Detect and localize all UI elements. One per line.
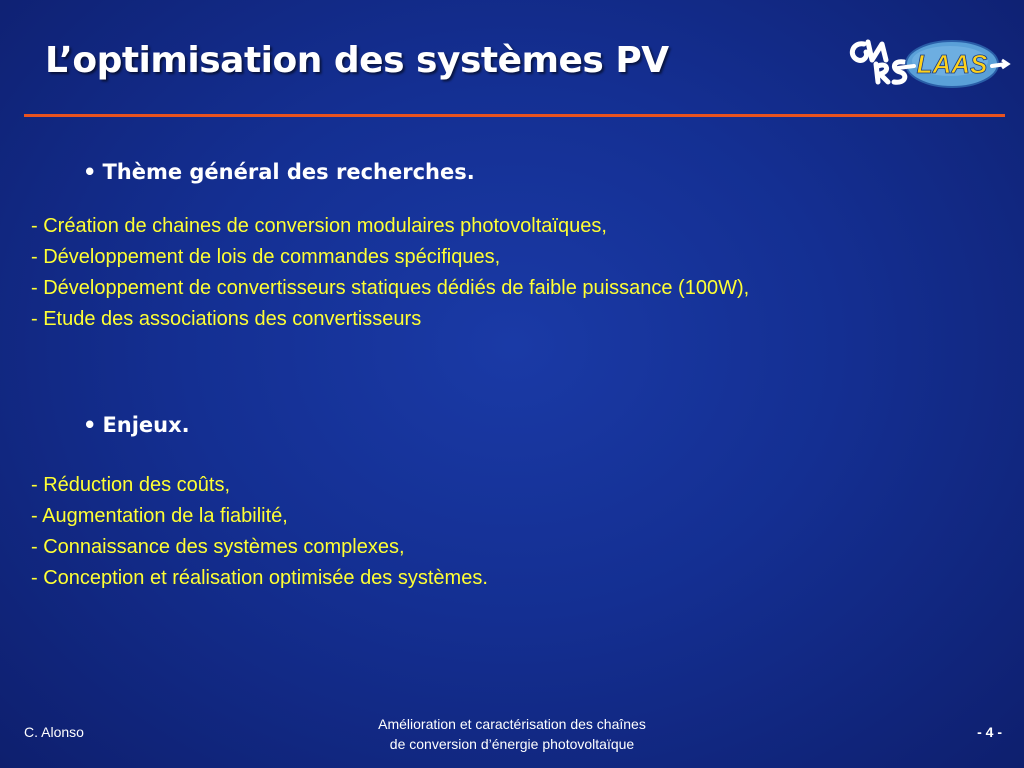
list-item: - Augmentation de la fiabilité, xyxy=(31,505,288,527)
footer-title-line2: de conversion d’énergie photovoltaïque xyxy=(389,736,635,752)
slide-title: L’optimisation des systèmes PV xyxy=(45,40,669,81)
list-item: - Développement de lois de commandes spécifiques, xyxy=(31,246,501,268)
page-number: - 4 - xyxy=(977,724,1002,740)
list-item: - Création de chaines de conversion modulaires photovoltaïques, xyxy=(31,215,607,237)
cnrs-laas-logo xyxy=(842,30,1012,92)
themes-list xyxy=(31,211,749,335)
list-item: - Etude des associations des convertisseurs xyxy=(31,308,422,330)
section-heading-stakes xyxy=(83,413,190,437)
section-heading-themes-label: Thème général des recherches. xyxy=(102,160,475,184)
section-heading-stakes-label: Enjeux. xyxy=(102,413,190,437)
bullet-dot: • xyxy=(83,413,97,437)
footer-author: C. Alonso xyxy=(24,724,84,740)
title-divider xyxy=(24,114,1005,117)
footer-title-line1: Amélioration et caractérisation des chaînes xyxy=(378,716,646,732)
list-item: - Conception et réalisation optimisée des systèmes. xyxy=(31,567,488,589)
bullet-dot: • xyxy=(83,160,97,184)
list-item: - Connaissance des systèmes complexes, xyxy=(31,536,405,558)
logo-text: LAAS xyxy=(916,49,988,79)
list-item: - Développement de convertisseurs statiques dédiés de faible puissance (100W), xyxy=(31,277,750,299)
list-item: - Réduction des coûts, xyxy=(31,474,230,496)
footer-title xyxy=(312,714,712,754)
section-heading-themes xyxy=(83,160,475,184)
stakes-list xyxy=(31,470,488,594)
